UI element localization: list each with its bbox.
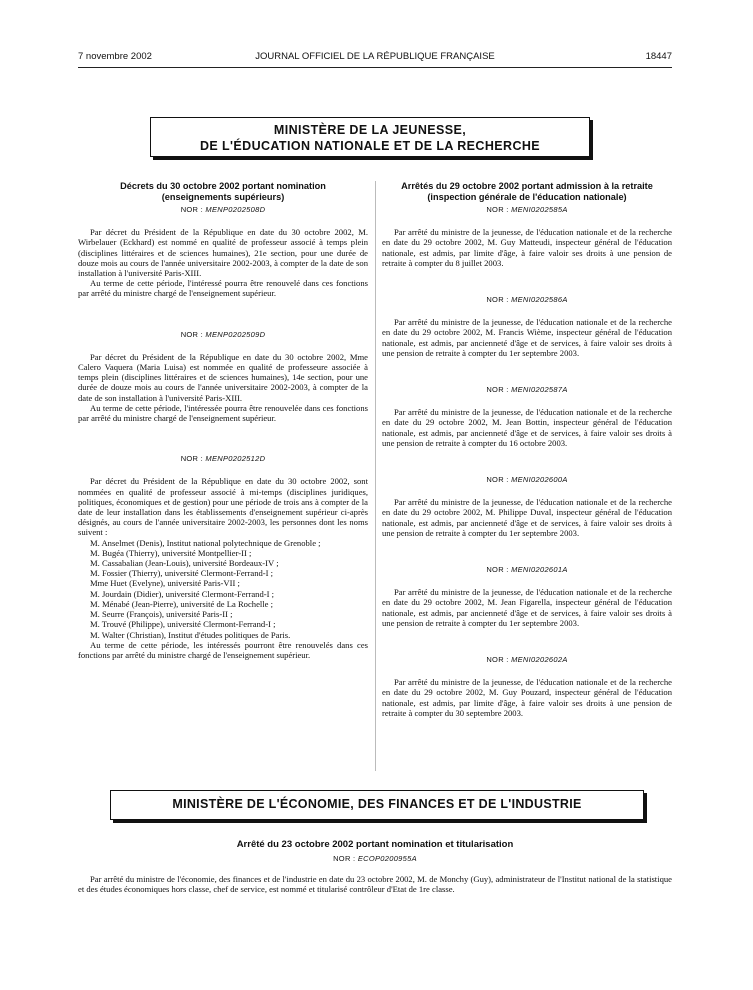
list-item: M. Anselmet (Denis), Institut national polytechnique de Grenoble ;	[90, 537, 321, 548]
nor-reference: NOR : MENI0202586A	[486, 295, 568, 305]
list-item: Mme Huet (Evelyne), université Paris-VII ;	[90, 578, 240, 589]
left-section-title: Décrets du 30 octobre 2002 portant nomination (enseignements supérieurs)	[120, 181, 326, 202]
right-column	[382, 181, 672, 718]
arrete-paragraph: Par arrêté du ministre de la jeunesse, de l'éducation nationale et de la recherche en date du 29 octobre 2002, M. Francis Wième, inspecteur général de l'éducation nationale, est admis, par ancienneté d'âge et de services, à faire valoir ses droits à une pension de retraite à compter du 1er septembre 2003.	[382, 317, 672, 358]
header-page-number: 18447	[645, 51, 672, 62]
ministry-education-heading	[150, 117, 590, 157]
bottom-section	[78, 840, 672, 894]
nor-reference: NOR : MENI0202600A	[486, 475, 568, 485]
nor-reference: NOR : MENI0202585A	[486, 205, 568, 214]
nor-reference: NOR : MENI0202602A	[486, 655, 568, 665]
decree-paragraph: Au terme de cette période, l'intéressé pourra être renouvelé dans ces fonctions par arrêté du ministre chargé de l'enseignement supérieur.	[78, 278, 368, 299]
decree-paragraph: Par décret du Président de la République en date du 30 octobre 2002, Mme Calero Vaquera (Maria Luisa) est nommée en qualité de professeure associée à temps plein (disciplines littéraires et de sciences humaines), 14e section, pour une durée de douze mois au cours de l'année universitaire 2002-2003, à compter de la date de son installation à l'université Paris-XIII.	[78, 351, 368, 403]
decree-paragraph: Au terme de cette période, les intéressés pourront être renouvelés dans ces fonctions par arrêté du ministre chargé de l'enseignement supérieur.	[78, 639, 368, 660]
ministry-education-line2: DE L'ÉDUCATION NATIONALE ET DE LA RECHERCHE	[199, 139, 541, 153]
nor-reference: NOR : MENI0202587A	[486, 385, 568, 395]
arrete-paragraph: Par arrêté du ministre de la jeunesse, de l'éducation nationale et de la recherche en date du 29 octobre 2002, M. Guy Matteudi, inspecteur général de l'éducation nationale, est admis, par limite d'âge, à faire valoir ses droits à une pension de retraite à compter du 8 juillet 2003.	[382, 227, 672, 268]
decree-paragraph: Par décret du Président de la République en date du 30 octobre 2002, M. Wirbelauer (Eckhard) est nommé en qualité de professeur associé à temps plein (disciplines littéraires et de sciences humaines), 21e section, pour une durée de douze mois au cours de l'année universitaire 2002-2003, à compter de la date de son installation à l'université Paris-XIII.	[78, 227, 368, 279]
list-item: M. Bugéa (Thierry), université Montpellier-II ;	[90, 547, 252, 558]
nor-reference: NOR : MENP0202512D	[180, 454, 266, 464]
header-date: 7 novembre 2002	[78, 51, 152, 62]
decree-paragraph: Par décret du Président de la République en date du 30 octobre 2002, sont nommées en qualité de professeur associé à mi-temps (disciplines juridiques, politiques, économiques et de gestion) pour une période de trois ans à compter de la date de leur installation dans les établissements d'enseignement supérieur ci-après désignés, au cours de l'année universitaire 2002-2003, les personnes dont les noms suivent :	[78, 476, 368, 538]
column-divider	[375, 181, 376, 771]
list-item: M. Seurre (François), université Paris-II ;	[90, 609, 233, 620]
running-header	[78, 51, 672, 65]
arrete-paragraph: Par arrêté du ministre de la jeunesse, de l'éducation nationale et de la recherche en date du 29 octobre 2002, M. Philippe Duval, inspecteur général de l'éducation nationale, est admis, par ancienneté d'âge et de services, à faire valoir ses droits à une pension de retraite à compter du 1er septembre 2003.	[382, 497, 672, 538]
arrete-paragraph: Par arrêté du ministre de la jeunesse, de l'éducation nationale et de la recherche en date du 29 octobre 2002, M. Jean Bottin, inspecteur général de l'éducation nationale, est admis, par ancienneté d'âge et de services, à faire valoir ses droits à une pension de retraite à compter du 16 octobre 2003.	[382, 407, 672, 448]
header-journal-title: JOURNAL OFFICIEL DE LA RÉPUBLIQUE FRANÇAISE	[255, 51, 495, 62]
nor-reference: NOR : MENP0202508D	[180, 205, 266, 214]
list-item: M. Ménabé (Jean-Pierre), université de La Rochelle ;	[90, 598, 274, 609]
arrete-paragraph: Par arrêté du ministre de l'économie, des finances et de l'industrie en date du 23 octobre 2002, M. de Monchy (Guy), administrateur de l'Institut national de la statistique et des études économiques hors classe, chef de service, est nommé et titularisé contrôleur d'Etat de 1re classe.	[78, 873, 672, 894]
nor-reference: NOR : MENI0202601A	[486, 565, 568, 575]
arrete-paragraph: Par arrêté du ministre de la jeunesse, de l'éducation nationale et de la recherche en date du 29 octobre 2002, M. Jean Figarella, inspecteur général de l'éducation nationale, est admis, par ancienneté d'âge et de services, à faire valoir ses droits à une pension de retraite à compter du 1er septembre 2003.	[382, 587, 672, 628]
list-item: M. Jourdain (Didier), université Clermont-Ferrand-I ;	[90, 588, 275, 599]
nor-reference: NOR : MENP0202509D	[180, 329, 266, 339]
ministry-education-line1: MINISTÈRE DE LA JEUNESSE,	[273, 123, 467, 137]
list-item: M. Trouvé (Philippe), université Clermont-Ferrand-I ;	[90, 619, 276, 630]
list-item: M. Fossier (Thierry), université Clermont-Ferrand-I ;	[90, 568, 274, 579]
arrete-paragraph: Par arrêté du ministre de la jeunesse, de l'éducation nationale et de la recherche en date du 29 octobre 2002, M. Guy Pouzard, inspecteur général de l'éducation nationale, est admis, par limite d'âge, à faire valoir ses droits à une pension de retraite à compter du 30 septembre 2003.	[382, 677, 672, 718]
list-item: M. Cassabalian (Jean-Louis), université Bordeaux-IV ;	[90, 558, 279, 569]
ministry-economy-heading: MINISTÈRE DE L'ÉCONOMIE, DES FINANCES ET DE L'INDUSTRIE	[110, 790, 644, 820]
bottom-section-title: Arrêté du 23 octobre 2002 portant nomination et titularisation	[236, 839, 514, 850]
decree-paragraph: Au terme de cette période, l'intéressée pourra être renouvelée dans ces fonctions par arrêté du ministre chargé de l'enseignement supérieur.	[78, 402, 368, 424]
nor-reference: NOR : ECOP0200955A	[333, 853, 417, 863]
header-rule	[78, 67, 672, 68]
list-item: M. Walter (Christian), Institut d'études politiques de Paris.	[90, 629, 291, 640]
left-column	[78, 181, 368, 660]
right-section-title: Arrêtés du 29 octobre 2002 portant admission à la retraite (inspection générale de l'éducation nationale)	[401, 181, 653, 202]
